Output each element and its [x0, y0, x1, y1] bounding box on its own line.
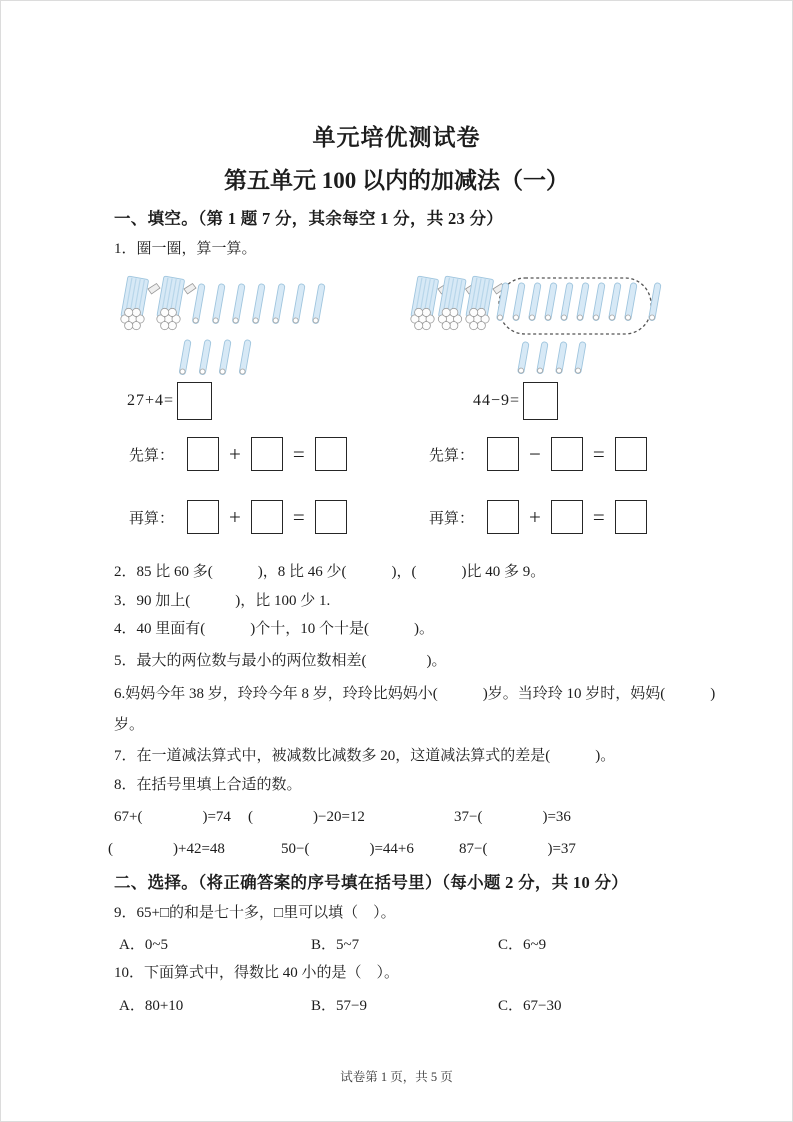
question-9: 9．65+□的和是七十多，□里可以填（ ）。 [114, 905, 396, 921]
page-subtitle: 第五单元 100 以内的加减法（一） [224, 168, 569, 193]
q1-right-first-step-row [429, 437, 647, 471]
option-b: B．5~7 [311, 937, 360, 953]
answer-box[interactable] [551, 437, 583, 471]
fill-equation: 87−( )=37 [459, 841, 576, 857]
fill-equation: ( )−20=12 [248, 809, 365, 825]
option-c: C．67−30 [498, 998, 562, 1014]
plus-operator: + [229, 441, 241, 466]
question-10: 10．下面算式中，得数比 40 小的是（ ）。 [114, 965, 400, 981]
q1-right-equation-text: 44−9= [473, 392, 521, 409]
fill-equation: 50−( )=44+6 [281, 841, 414, 857]
question-8-prompt: 8．在括号里填上合适的数。 [114, 777, 302, 793]
minus-operator: − [529, 441, 541, 466]
fill-equation: 67+( )=74 [114, 809, 231, 825]
option-b: B．57−9 [311, 998, 367, 1014]
option-c: C．6~9 [498, 937, 547, 953]
answer-box[interactable] [251, 500, 283, 534]
equals-sign: = [592, 504, 605, 529]
page-number-footer: 试卷第 1 页，共 5 页 [340, 1070, 453, 1084]
second-step-label: 再算： [129, 510, 175, 527]
answer-box[interactable] [177, 382, 212, 420]
answer-box[interactable] [187, 437, 219, 471]
answer-box[interactable] [615, 500, 647, 534]
answer-box[interactable] [551, 500, 583, 534]
second-step-label: 再算： [429, 510, 475, 527]
question-6-line1: 6.妈妈今年 38 岁，玲玲今年 8 岁，玲玲比妈妈小( )岁。当玲玲 10 岁时，妈妈( ) [114, 686, 716, 702]
answer-box[interactable] [315, 500, 347, 534]
fill-equation: 37−( )=36 [454, 809, 571, 825]
fill-equation: ( )+42=48 [108, 841, 225, 857]
q1-right-second-step-row [429, 500, 647, 534]
question-7: 7．在一道减法算式中，被减数比减数多 20，这道减法算式的差是( )。 [114, 748, 616, 764]
answer-box[interactable] [487, 437, 519, 471]
q1-left-equation-text: 27+4= [127, 392, 175, 409]
first-step-label: 先算： [429, 447, 475, 464]
plus-operator: + [229, 504, 241, 529]
sticks-diagram-right [409, 268, 709, 380]
answer-box[interactable] [251, 437, 283, 471]
q1-left-equation-row [127, 382, 212, 420]
option-a: A．0~5 [119, 937, 168, 953]
section1-heading: 一、填空。（第 1 题 7 分，其余每空 1 分，共 23 分） [114, 209, 504, 228]
page-title: 单元培优测试卷 [312, 125, 481, 150]
answer-box[interactable] [487, 500, 519, 534]
section2-heading: 二、选择。（将正确答案的序号填在括号里）（每小题 2 分，共 10 分） [114, 873, 629, 892]
question-2: 2．85 比 60 多( )，8 比 46 少( )，( )比 40 多 9。 [114, 564, 546, 580]
q1-left-first-step-row [129, 437, 347, 471]
q1-right-equation-row [473, 382, 558, 420]
question-1-prompt: 1．圈一圈，算一算。 [114, 241, 257, 257]
question-3: 3．90 加上( )，比 100 少 1. [114, 593, 331, 609]
question-4: 4．40 里面有( )个十，10 个十是( )。 [114, 621, 434, 637]
equals-sign: = [592, 441, 605, 466]
first-step-label: 先算： [129, 447, 175, 464]
equals-sign: = [292, 441, 305, 466]
option-a: A．80+10 [119, 998, 184, 1014]
equals-sign: = [292, 504, 305, 529]
q1-left-second-step-row [129, 500, 347, 534]
plus-operator: + [529, 504, 541, 529]
answer-box[interactable] [523, 382, 558, 420]
question-6-line2: 岁。 [114, 717, 145, 733]
answer-box[interactable] [187, 500, 219, 534]
answer-box[interactable] [315, 437, 347, 471]
question-5: 5．最大的两位数与最小的两位数相差( )。 [114, 653, 447, 669]
sticks-diagram-left [114, 270, 414, 382]
answer-box[interactable] [615, 437, 647, 471]
